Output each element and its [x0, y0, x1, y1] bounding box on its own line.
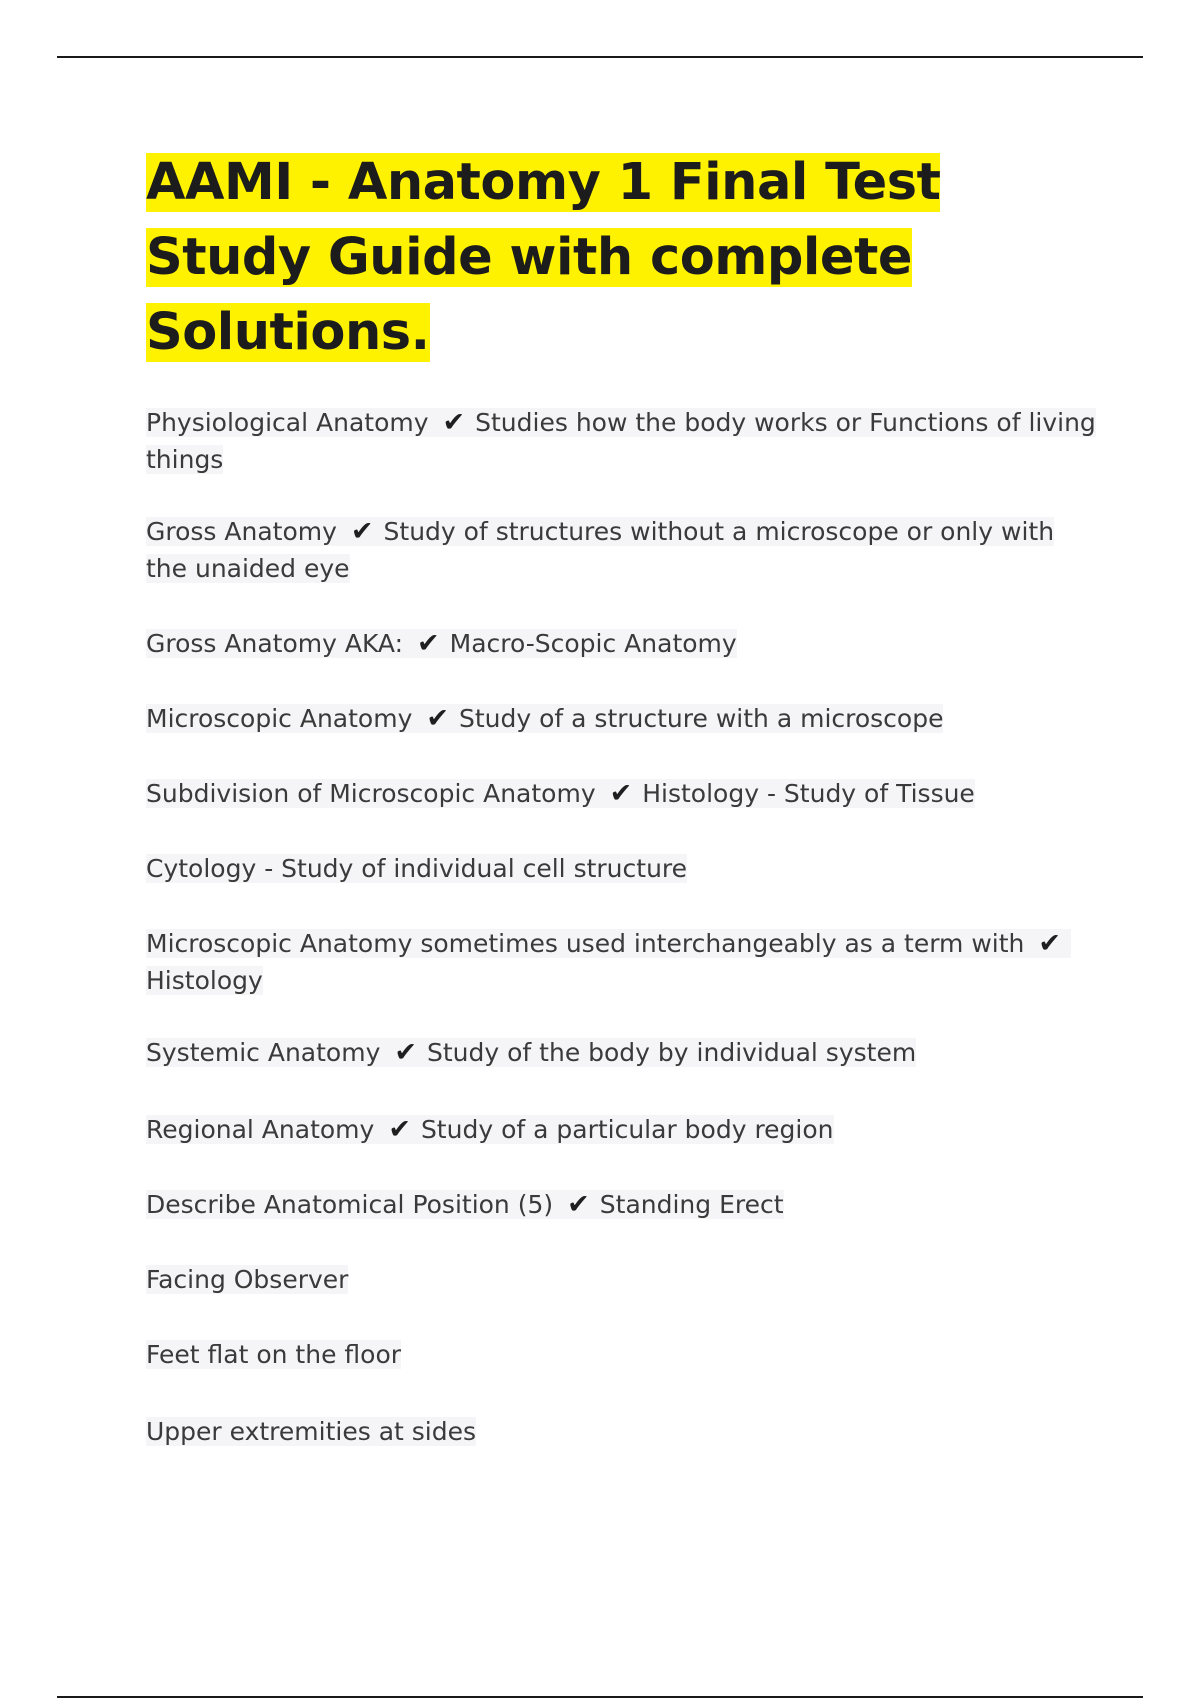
entry-regional-anatomy — [146, 1111, 1096, 1148]
entry-definition: Studies how the body works or Functions of living things — [146, 408, 1096, 474]
entry-feet-flat — [146, 1336, 1096, 1373]
check-icon: ✔ — [567, 1189, 590, 1220]
check-icon: ✔ — [1038, 928, 1062, 959]
entry-definition: Study of structures without a microscope or only with the unaided eye — [146, 517, 1055, 583]
entry-physiological-anatomy — [146, 404, 1096, 478]
entry-definition: Histology - Study of Tissue — [642, 779, 975, 808]
entry-term: Subdivision of Microscopic Anatomy — [146, 779, 596, 808]
entry-definition: Study of a particular body region — [420, 1115, 834, 1144]
document-body — [146, 145, 1096, 1450]
entry-microscopic-anatomy — [146, 700, 1096, 737]
entry-definition: Histology — [146, 966, 263, 995]
entry-definition: Macro-Scopic Anatomy — [449, 629, 737, 658]
top-rule — [57, 56, 1143, 58]
entry-definition: Study of the body by individual system — [427, 1038, 917, 1067]
entry-text: Facing Observer — [146, 1265, 349, 1294]
entry-definition: Standing Erect — [599, 1190, 784, 1219]
bottom-rule — [57, 1696, 1143, 1698]
check-icon: ✔ — [350, 516, 374, 547]
check-icon: ✔ — [417, 628, 440, 659]
entry-term: Microscopic Anatomy sometimes used interchangeably as a term with — [146, 929, 1025, 958]
entry-cytology — [146, 850, 1096, 887]
check-icon: ✔ — [426, 703, 449, 734]
check-icon: ✔ — [442, 407, 466, 438]
entry-term: Regional Anatomy — [146, 1115, 375, 1144]
entry-term: Microscopic Anatomy — [146, 704, 413, 733]
document-title — [146, 145, 1096, 370]
entry-term: Systemic Anatomy — [146, 1038, 381, 1067]
entry-interchangeable — [146, 925, 1096, 999]
entry-anatomical-position — [146, 1186, 1096, 1223]
entry-term: Describe Anatomical Position (5) — [146, 1190, 554, 1219]
entry-term: Gross Anatomy — [146, 517, 337, 546]
entry-gross-anatomy-aka — [146, 625, 1096, 662]
check-icon: ✔ — [609, 778, 633, 809]
entry-upper-extremities — [146, 1413, 1096, 1450]
entry-gross-anatomy — [146, 513, 1096, 587]
check-icon: ✔ — [394, 1037, 417, 1068]
entry-facing-observer — [146, 1261, 1096, 1298]
entry-list — [146, 404, 1096, 1450]
entry-subdivision — [146, 775, 1096, 812]
entry-text: Cytology - Study of individual cell structure — [146, 854, 688, 883]
entry-text: Feet flat on the floor — [146, 1340, 402, 1369]
check-icon: ✔ — [388, 1114, 411, 1145]
entry-term: Gross Anatomy AKA: — [146, 629, 403, 658]
entry-systemic-anatomy — [146, 1034, 1096, 1071]
entry-text: Upper extremities at sides — [146, 1417, 477, 1446]
entry-term: Physiological Anatomy — [146, 408, 429, 437]
entry-definition: Study of a structure with a microscope — [459, 704, 944, 733]
title-highlight: AAMI - Anatomy 1 Final Test Study Guide with complete Solutions. — [146, 153, 941, 362]
